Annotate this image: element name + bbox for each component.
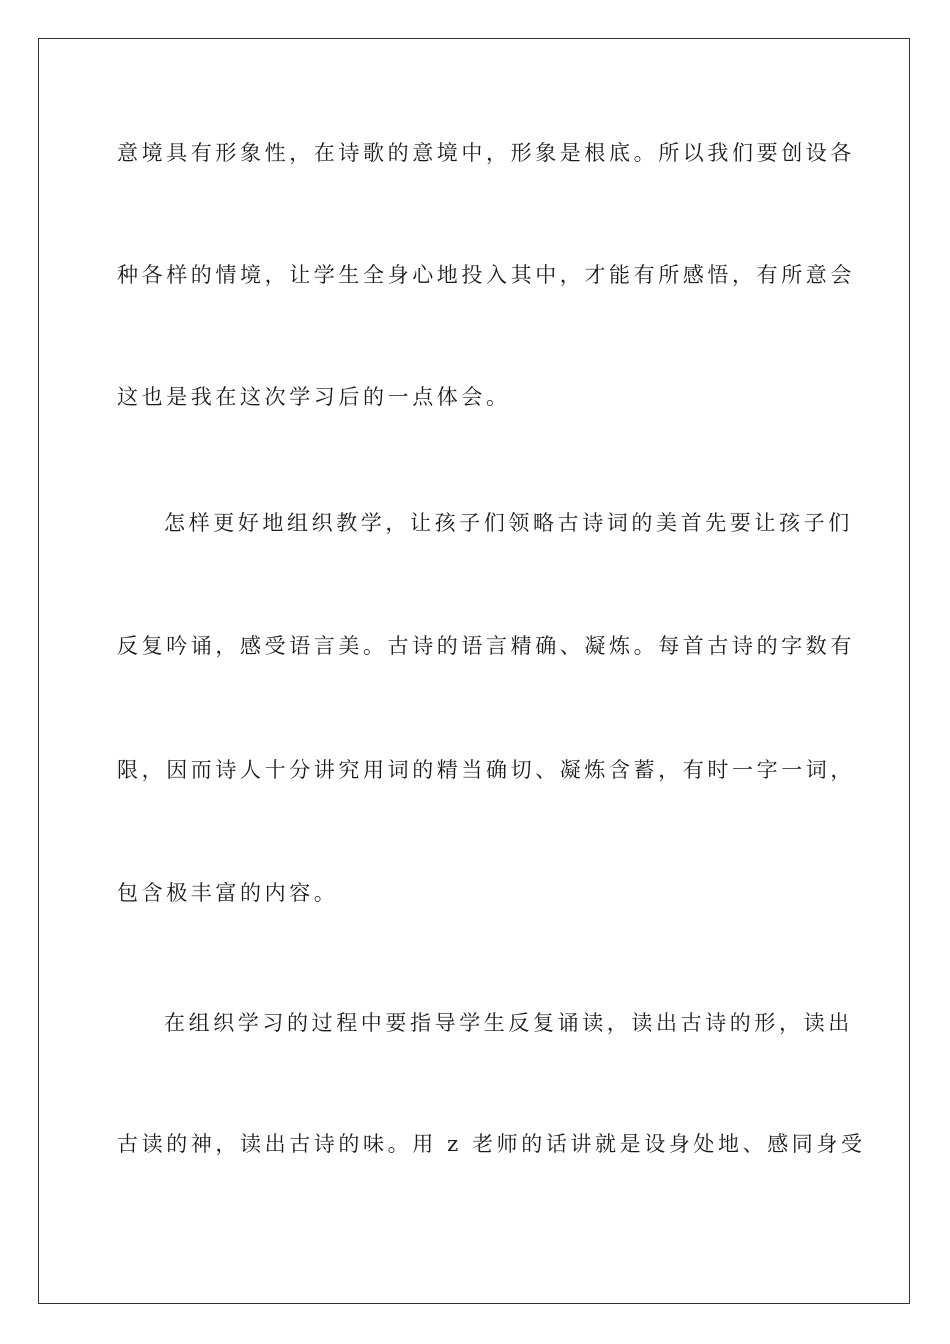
paragraph-1-line-2: 种各样的情境，让学生全身心地投入其中，才能有所感悟，有所意会 [117,263,855,287]
paragraph-2-line-3: 限，因而诗人十分讲究用词的精当确切、凝炼含蓄，有时一字一词， [117,758,855,782]
page-border [38,38,910,1304]
paragraph-3-line-1: 在组织学习的过程中要指导学生反复诵读，读出古诗的形，读出 [164,1011,853,1035]
paragraph-2-line-4: 包含极丰富的内容。 [117,881,339,905]
paragraph-2-line-2: 反复吟诵，感受语言美。古诗的语言精确、凝炼。每首古诗的字数有 [117,634,855,658]
paragraph-2-line-1: 怎样更好地组织教学，让孩子们领略古诗词的美首先要让孩子们 [164,511,853,535]
paragraph-3-line-2: 古读的神，读出古诗的味。用 z 老师的话讲就是设身处地、感同身受 [117,1132,866,1156]
paragraph-1-line-1: 意境具有形象性，在诗歌的意境中，形象是根底。所以我们要创设各 [117,141,855,165]
paragraph-1-line-3: 这也是我在这次学习后的一点体会。 [117,385,511,409]
